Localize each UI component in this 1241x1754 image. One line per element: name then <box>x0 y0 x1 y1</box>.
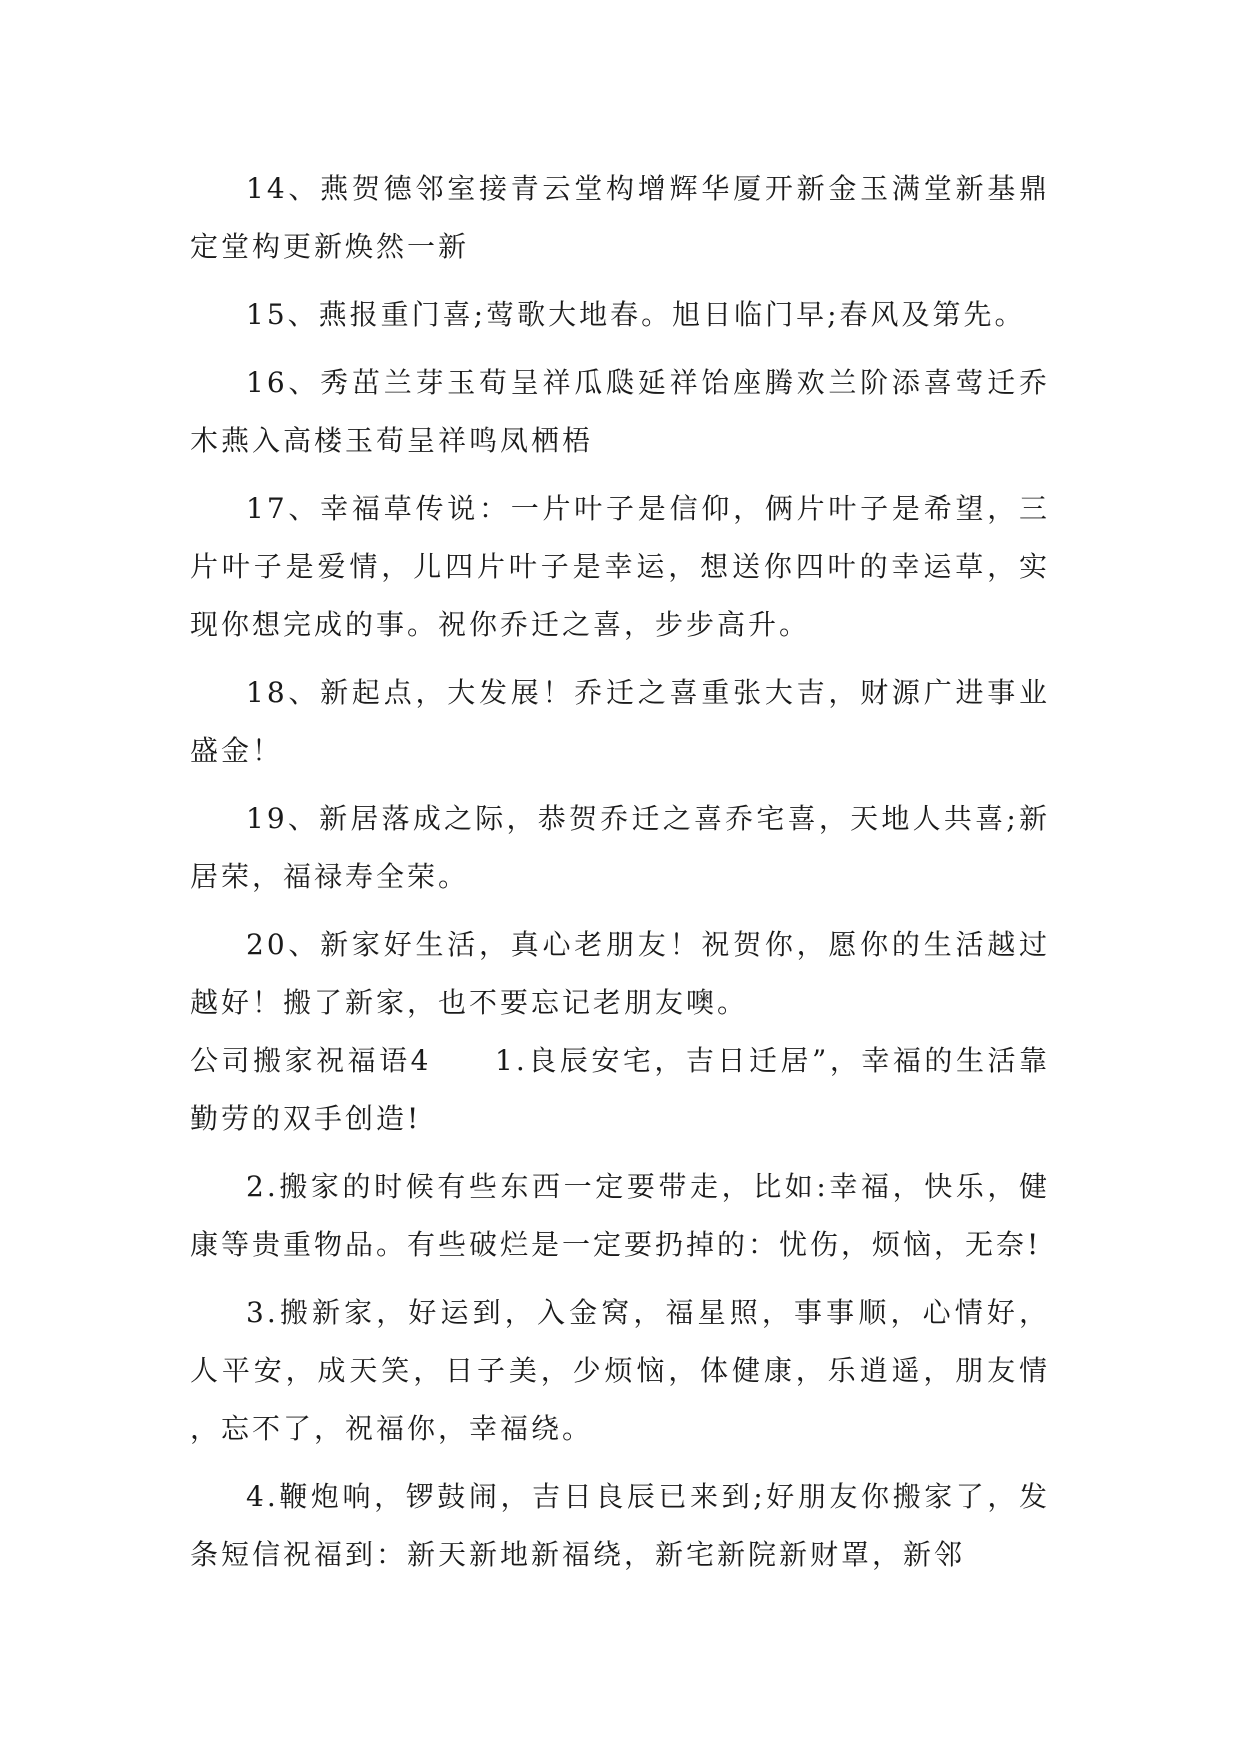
paragraph-section4-item4: 4.鞭炮响，锣鼓闹，吉日良辰已来到;好朋友你搬家了，发条短信祝福到：新天新地新福绕，新宅新院新财罩，新邻 <box>190 1480 1050 1571</box>
paragraph-15: 15、燕报重门喜;莺歌大地春。旭日临门早;春风及第先。 <box>246 298 1026 331</box>
document-body <box>190 160 1050 1584</box>
section-heading-company-moving-4: 公司搬家祝福语4 1.良辰安宅，吉日迁居”，幸福的生活靠勤劳的双手创造! <box>190 1044 1050 1135</box>
paragraph-14: 14、燕贺德邻室接青云堂构增辉华厦开新金玉满堂新基鼎定堂构更新焕然一新 <box>190 172 1050 263</box>
paragraph-section4-item3: 3.搬新家，好运到，入金窝，福星照，事事顺，心情好，人平安，成天笑，日子美，少烦恼，体健康，乐逍遥，朋友情，忘不了，祝福你，幸福绕。 <box>190 1296 1050 1445</box>
paragraph-16: 16、秀茁兰芽玉荀呈祥瓜瓞延祥饴座腾欢兰阶添喜莺迁乔木燕入高楼玉荀呈祥鸣凤栖梧 <box>190 366 1050 457</box>
paragraph-19: 19、新居落成之际，恭贺乔迁之喜乔宅喜，天地人共喜;新居荣，福禄寿全荣。 <box>190 802 1050 893</box>
paragraph-18: 18、新起点，大发展！乔迁之喜重张大吉，财源广进事业盛金！ <box>190 676 1050 767</box>
paragraph-section4-item2: 2.搬家的时候有些东西一定要带走，比如:幸福，快乐，健康等贵重物品。有些破烂是一定要扔掉的：忧伤，烦恼，无奈! <box>190 1170 1050 1261</box>
paragraph-17: 17、幸福草传说：一片叶子是信仰，俩片叶子是希望，三片叶子是爱情，儿四片叶子是幸运，想送你四叶的幸运草，实现你想完成的事。祝你乔迁之喜，步步高升。 <box>190 492 1050 641</box>
paragraph-20: 20、新家好生活，真心老朋友！祝贺你，愿你的生活越过越好！搬了新家，也不要忘记老朋友噢。 <box>190 928 1050 1019</box>
